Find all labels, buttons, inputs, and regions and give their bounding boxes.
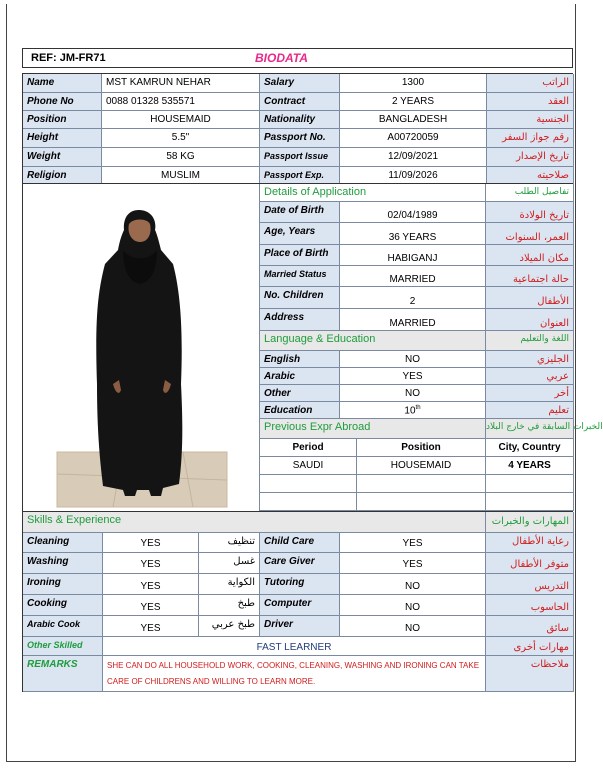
cooking-label: Cooking bbox=[23, 595, 103, 616]
age-arabic-label: العمر، السنوات bbox=[486, 223, 574, 245]
candidate-photo bbox=[23, 184, 260, 511]
address-label: Address bbox=[260, 309, 340, 331]
experience-position-1: HOUSEMAID bbox=[357, 457, 486, 475]
ironing-value: YES bbox=[103, 574, 199, 595]
experience-duration-2 bbox=[486, 475, 574, 493]
nationality-value: BANGLADESH bbox=[340, 111, 487, 129]
marital-status-label: Married Status bbox=[260, 266, 340, 287]
marital-status-value: MARRIED bbox=[340, 266, 486, 287]
passport-value: A00720059 bbox=[340, 129, 487, 148]
passport-label: Passport No. bbox=[260, 129, 340, 148]
english-label: English bbox=[260, 351, 340, 368]
child-care-arabic-label: رعاية الأطفال bbox=[486, 533, 574, 553]
dob-value: 02/04/1989 bbox=[340, 202, 486, 223]
other-lang-label: Other bbox=[260, 385, 340, 402]
experience-heading-arabic: الخبرات السابقة في خارج البلاد bbox=[486, 419, 574, 439]
height-value: 5.5" bbox=[102, 129, 260, 148]
other-lang-arabic-label: أخر bbox=[486, 385, 574, 402]
application-heading: Details of Application bbox=[260, 184, 486, 202]
weight-value: 58 KG bbox=[102, 148, 260, 167]
religion-label: Religion bbox=[23, 167, 102, 184]
care-giver-value: YES bbox=[340, 553, 486, 574]
education-label: Education bbox=[260, 402, 340, 419]
address-arabic-label: العنوان bbox=[486, 309, 574, 331]
salary-label: Salary bbox=[260, 74, 340, 93]
driver-value: NO bbox=[340, 616, 486, 637]
computer-value: NO bbox=[340, 595, 486, 616]
driver-arabic-label: سائق bbox=[486, 616, 574, 637]
english-value: NO bbox=[340, 351, 486, 368]
arabic-cook-label: Arabic Cook bbox=[23, 616, 103, 637]
address-value: MARRIED bbox=[340, 309, 486, 331]
birthplace-arabic-label: مكان الميلاد bbox=[486, 245, 574, 266]
cooking-arabic-label: طبخ bbox=[199, 595, 260, 616]
ironing-label: Ironing bbox=[23, 574, 103, 595]
remarks-line-2: CARE OF CHILDRENS AND WILLING TO LEARN MORE. bbox=[107, 677, 316, 686]
skills-heading-arabic: المهارات والخبرات bbox=[486, 512, 574, 533]
tutoring-arabic-label: التدريس bbox=[486, 574, 574, 595]
candidate-photo-image bbox=[23, 184, 259, 511]
experience-heading: Previous Expr Abroad bbox=[260, 419, 486, 439]
dob-label: Date of Birth bbox=[260, 202, 340, 223]
marital-status-arabic-label: حالة اجتماعية bbox=[486, 266, 574, 287]
nationality-arabic-label: الجنسية bbox=[487, 111, 574, 129]
care-giver-label: Care Giver bbox=[260, 553, 340, 574]
birthplace-label: Place of Birth bbox=[260, 245, 340, 266]
experience-period-2 bbox=[260, 475, 357, 493]
application-block bbox=[22, 183, 603, 511]
arabic-lang-value: YES bbox=[340, 368, 486, 385]
passport-issue-label: Passport Issue bbox=[260, 148, 340, 167]
care-giver-arabic-label: متوفر الأطفال bbox=[486, 553, 574, 574]
age-value: 36 YEARS bbox=[340, 223, 486, 245]
name-label: Name bbox=[23, 74, 102, 93]
arabic-lang-arabic-label: عربي bbox=[486, 368, 574, 385]
computer-label: Computer bbox=[260, 595, 340, 616]
experience-position-3 bbox=[357, 493, 486, 511]
english-arabic-label: الجليزي bbox=[486, 351, 574, 368]
skills-heading: Skills & Experience bbox=[23, 512, 486, 533]
passport-issue-arabic-label: تاريخ الإصدار bbox=[487, 148, 574, 167]
language-heading-arabic: اللغة والتعليم bbox=[486, 331, 574, 351]
passport-issue-value: 12/09/2021 bbox=[340, 148, 487, 167]
remarks-label: REMARKS bbox=[23, 656, 103, 692]
document-header bbox=[22, 48, 573, 68]
position-label: Position bbox=[23, 111, 102, 129]
remarks-text bbox=[103, 656, 486, 692]
remarks-line-1: SHE CAN DO ALL HOUSEHOLD WORK, COOKING, CLEANING, WASHING AND IRONING CAN TAKE bbox=[107, 661, 480, 670]
height-label: Height bbox=[23, 129, 102, 148]
children-arabic-label: الأطفال bbox=[486, 287, 574, 309]
passport-arabic-label: رقم جواز السفر bbox=[487, 129, 574, 148]
washing-value: YES bbox=[103, 553, 199, 574]
children-value: 2 bbox=[340, 287, 486, 309]
arabic-cook-arabic-label: طبخ عربي bbox=[199, 616, 260, 637]
arabic-cook-value: YES bbox=[103, 616, 199, 637]
salary-value: 1300 bbox=[340, 74, 487, 93]
arabic-lang-label: Arabic bbox=[260, 368, 340, 385]
phone-label: Phone No bbox=[23, 93, 102, 111]
other-skilled-label: Other Skilled bbox=[23, 637, 103, 656]
reference-number: REF: JM-FR71 bbox=[31, 52, 106, 64]
religion-value: MUSLIM bbox=[102, 167, 260, 184]
education-grade: 10 bbox=[404, 405, 416, 417]
name-value: MST KAMRUN NEHAR bbox=[102, 74, 260, 93]
personal-details-table bbox=[22, 73, 573, 184]
document-title: BIODATA bbox=[255, 51, 308, 65]
period-column-header: Period bbox=[260, 439, 357, 457]
other-skilled-value: FAST LEARNER bbox=[103, 637, 486, 656]
washing-label: Washing bbox=[23, 553, 103, 574]
salary-arabic-label: الراتب bbox=[487, 74, 574, 93]
child-care-label: Child Care bbox=[260, 533, 340, 553]
experience-duration-3 bbox=[486, 493, 574, 511]
tutoring-label: Tutoring bbox=[260, 574, 340, 595]
skills-block bbox=[22, 511, 573, 692]
age-label: Age, Years bbox=[260, 223, 340, 245]
weight-label: Weight bbox=[23, 148, 102, 167]
children-label: No. Children bbox=[260, 287, 340, 309]
city-country-column-header: City, Country bbox=[486, 439, 574, 457]
contract-label: Contract bbox=[260, 93, 340, 111]
nationality-label: Nationality bbox=[260, 111, 340, 129]
other-lang-value: NO bbox=[340, 385, 486, 402]
experience-period-1: SAUDI bbox=[260, 457, 357, 475]
passport-expiry-label: Passport Exp. bbox=[260, 167, 340, 184]
driver-label: Driver bbox=[260, 616, 340, 637]
language-heading: Language & Education bbox=[260, 331, 486, 351]
dob-arabic-label: تاريخ الولادة bbox=[486, 202, 574, 223]
experience-position-2 bbox=[357, 475, 486, 493]
cleaning-arabic-label: تنظيف bbox=[199, 533, 260, 553]
birthplace-value: HABIGANJ bbox=[340, 245, 486, 266]
position-column-header: Position bbox=[357, 439, 486, 457]
passport-expiry-arabic-label: صلاحيته bbox=[487, 167, 574, 184]
position-value: HOUSEMAID bbox=[102, 111, 260, 129]
education-value bbox=[340, 402, 486, 419]
washing-arabic-label: غسل bbox=[199, 553, 260, 574]
child-care-value: YES bbox=[340, 533, 486, 553]
contract-arabic-label: العقد bbox=[487, 93, 574, 111]
computer-arabic-label: الحاسوب bbox=[486, 595, 574, 616]
remarks-arabic-label: ملاحظات bbox=[486, 656, 574, 692]
other-skilled-arabic-label: مهارات أخرى bbox=[486, 637, 574, 656]
experience-duration-1: 4 YEARS bbox=[486, 457, 574, 475]
cleaning-label: Cleaning bbox=[23, 533, 103, 553]
application-heading-arabic: تفاصيل الطلب bbox=[486, 184, 574, 202]
tutoring-value: NO bbox=[340, 574, 486, 595]
passport-expiry-value: 11/09/2026 bbox=[340, 167, 487, 184]
cleaning-value: YES bbox=[103, 533, 199, 553]
education-grade-suffix: th bbox=[415, 405, 421, 411]
education-arabic-label: تعليم bbox=[486, 402, 574, 419]
experience-period-3 bbox=[260, 493, 357, 511]
phone-value: 0088 01328 535571 bbox=[102, 93, 260, 111]
ironing-arabic-label: الكواية bbox=[199, 574, 260, 595]
contract-value: 2 YEARS bbox=[340, 93, 487, 111]
cooking-value: YES bbox=[103, 595, 199, 616]
